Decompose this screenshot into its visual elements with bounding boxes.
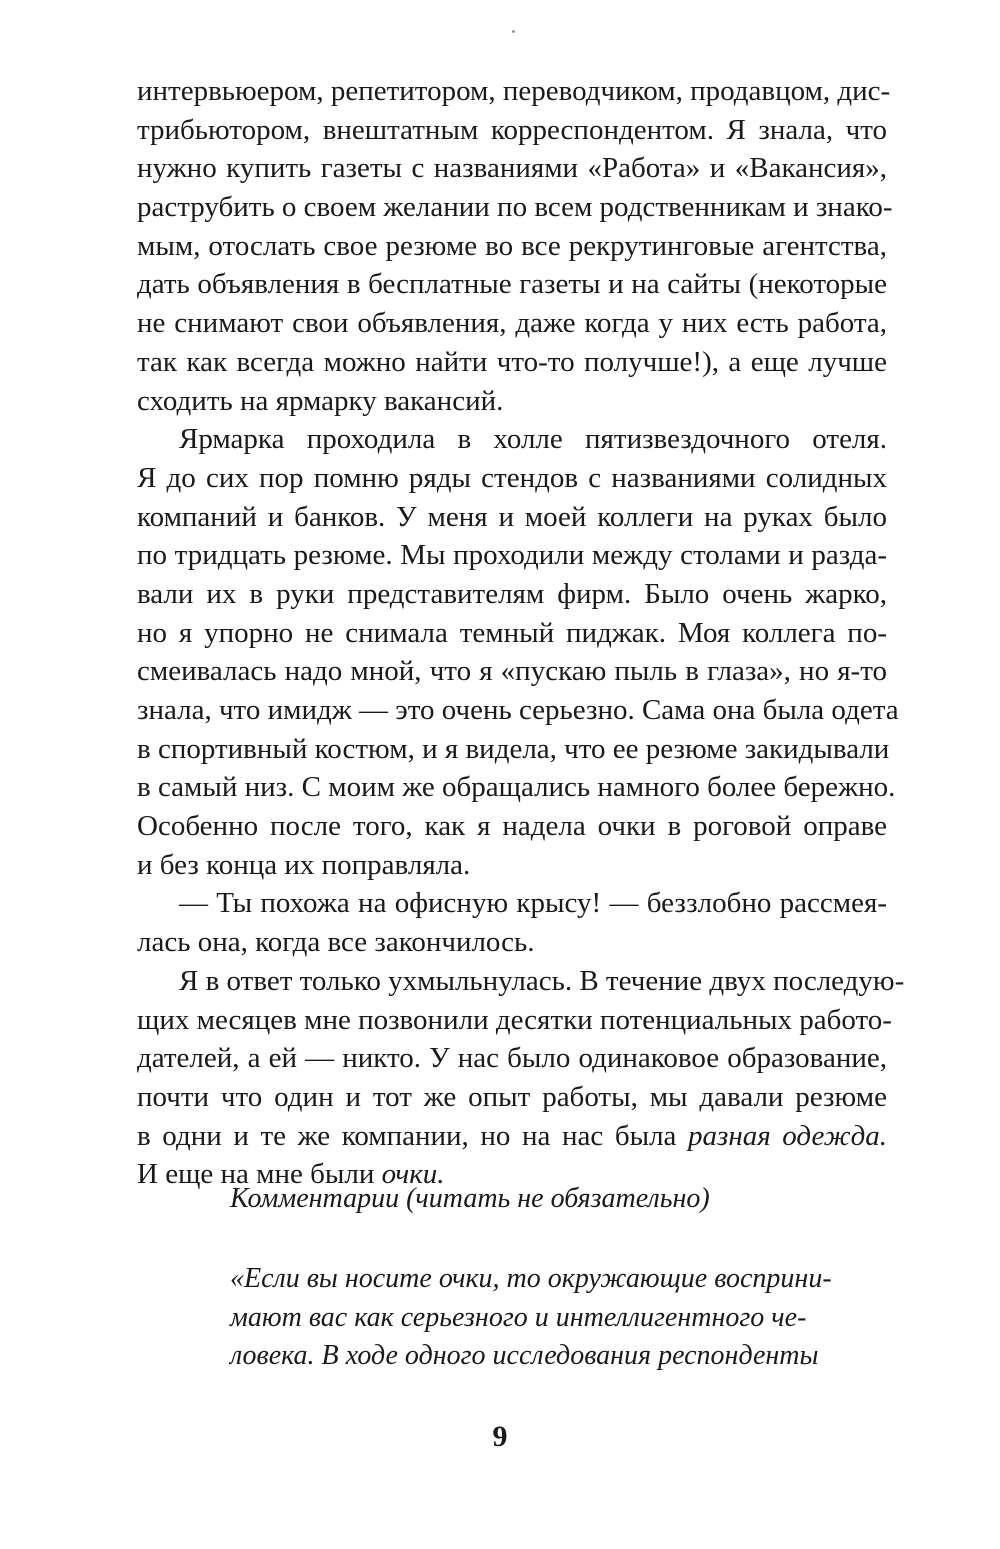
comments-quote xyxy=(230,1260,830,1376)
text-line: Я в ответ только ухмыльнулась. В течение двух последую- xyxy=(179,964,905,997)
emphasis-text: очки. xyxy=(381,1158,445,1191)
main-text xyxy=(137,72,905,1194)
paragraph-4 xyxy=(137,962,905,1194)
text-line: и без конца их поправляла. xyxy=(137,848,471,881)
text-line: знала, что имидж — это очень серьезно. Сама она была одета xyxy=(137,694,899,726)
paragraph-2 xyxy=(137,420,899,884)
text-line: раструбить о своем желании по всем родственникам и знако- xyxy=(137,191,893,224)
text-line: нужно купить газеты с названиями «Работа» и «Вакансия», xyxy=(137,152,887,185)
text-line: по тридцать резюме. Мы проходили между столами и разда- xyxy=(137,539,887,572)
text-line: дать объявления в бесплатные газеты и на сайты (некоторые xyxy=(137,268,887,301)
text-line: Я до сих пор помню ряды стендов с названиями солидных xyxy=(137,461,887,494)
text-line: интервьюером, репетитором, переводчиком, продавцом, дис- xyxy=(137,75,891,107)
text-line: дателей, а ей — никто. У нас было одинаковое образование, xyxy=(137,1042,887,1075)
emphasis-text: разная одежда. xyxy=(688,1119,887,1152)
quote-line: мают вас как серьезного и интеллигентного че- xyxy=(230,1301,807,1333)
text-line: смеивалась надо мной, что я «пускаю пыль в глаза», но я-то xyxy=(137,655,887,688)
text-line: — Ты похожа на офисную крысу! — беззлобно рассмея- xyxy=(179,887,887,920)
quote-line: ловека. В ходе одного исследования респонденты xyxy=(230,1340,819,1372)
text-line: не снимают свои объявления, даже когда у них есть работа, xyxy=(137,307,887,340)
comments-heading: Комментарии (читать не обязательно) xyxy=(230,1183,710,1214)
text-line: мым, отослать свое резюме во все рекрутинговые агентства, xyxy=(137,229,887,262)
text-line: Ярмарка проходила в холле пятизвездочного отеля. xyxy=(179,423,887,456)
page-number: 9 xyxy=(492,1420,508,1453)
text-run: И еще на мне были xyxy=(137,1158,382,1191)
text-line: Особенно после того, как я надела очки в роговой оправе xyxy=(137,810,887,843)
quote-line: «Если вы носите очки, то окружающие восприни- xyxy=(230,1263,832,1294)
text-line: так как всегда можно найти что-то получше!), а еще лучше xyxy=(137,345,887,378)
paragraph-1 xyxy=(137,72,893,420)
print-speck xyxy=(512,30,515,33)
text-line: но я упорно не снимала темный пиджак. Моя коллега по- xyxy=(137,616,887,649)
text-line: в самый низ. С моим же обращались намного более бережно. xyxy=(137,771,896,804)
text-line: щих месяцев мне позвонили десятки потенциальных работо- xyxy=(137,1003,892,1036)
text-line: в спортивный костюм, и я видела, что ее резюме закидывали xyxy=(137,732,890,765)
text-line: сходить на ярмарку вакансий. xyxy=(137,384,504,417)
paragraph-3 xyxy=(137,884,887,961)
comments-section xyxy=(230,1180,830,1219)
text-line: лась она, когда все закончилось. xyxy=(137,926,535,959)
text-line: вали их в руки представителям фирм. Было очень жарко, xyxy=(137,577,887,610)
text-line xyxy=(137,1117,887,1156)
text-run: в одни и те же компании, но на нас была xyxy=(137,1119,689,1152)
text-line: почти что один и тот же опыт работы, мы давали резюме xyxy=(137,1080,887,1113)
text-line: трибьютором, внештатным корреспондентом. Я знала, что xyxy=(137,113,887,146)
text-line: компаний и банков. У меня и моей коллеги на руках было xyxy=(137,500,887,533)
